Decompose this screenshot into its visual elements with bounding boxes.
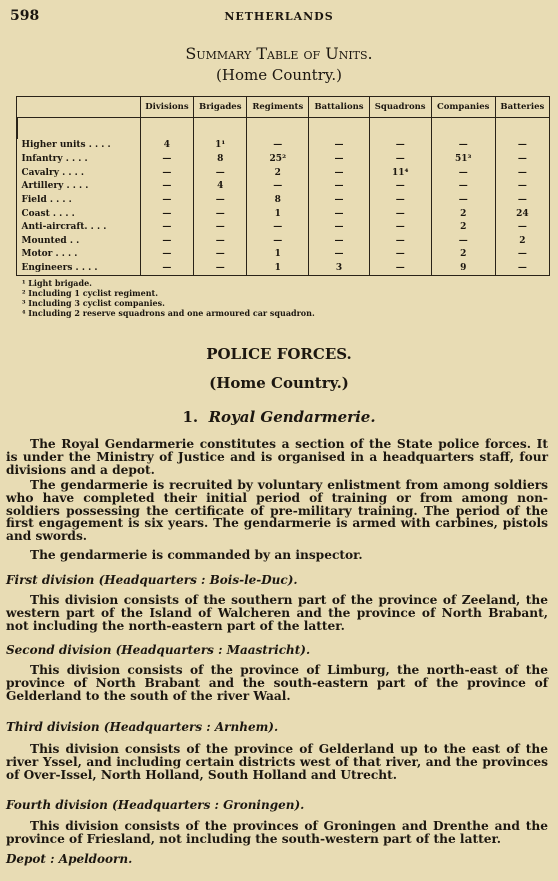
table-cell: —: [369, 152, 431, 166]
table-cell: —: [309, 166, 369, 180]
table-cell: —: [369, 179, 431, 193]
table-cell: —: [194, 261, 247, 275]
division-heading: Fourth division (Headquarters : Groningen).: [6, 798, 305, 812]
table-cell: —: [140, 261, 194, 275]
table-cell: —: [140, 193, 194, 207]
table-cell: 25²: [247, 152, 309, 166]
table-cell: 1: [247, 248, 309, 262]
column-header: Squadrons: [369, 97, 431, 118]
table-cell: 11⁴: [369, 166, 431, 180]
division-heading: First division (Headquarters : Bois-le-Duc).: [6, 573, 298, 587]
table-cell: —: [140, 248, 194, 262]
column-header: Batteries: [495, 97, 549, 118]
subsection-heading: [0, 408, 558, 426]
row-label: Anti-aircraft. . . .: [21, 222, 107, 233]
table-row: [18, 207, 550, 221]
row-label: Higher units . . . .: [21, 140, 111, 151]
table-cell: —: [495, 179, 549, 193]
table-cell: —: [495, 248, 549, 262]
column-header: Battalions: [309, 97, 369, 118]
table-cell: —: [369, 207, 431, 221]
table-cell: 1: [247, 261, 309, 275]
table-cell: —: [194, 234, 247, 248]
column-header: Brigades: [194, 97, 247, 118]
row-label: Infantry . . . .: [21, 153, 88, 164]
table-cell: —: [431, 193, 495, 207]
table-cell: —: [247, 234, 309, 248]
table-cell: 3: [309, 261, 369, 275]
table-cell: —: [309, 248, 369, 262]
table-cell: 2: [431, 220, 495, 234]
footnote: ³ Including 3 cyclist companies.: [22, 298, 165, 308]
table-cell: —: [369, 220, 431, 234]
table-title: Summary Table of Units.: [185, 44, 373, 63]
table-cell: —: [495, 139, 549, 153]
table-cell: —: [247, 139, 309, 153]
row-label: Mounted . .: [21, 235, 80, 246]
table-cell: —: [495, 152, 549, 166]
spacer-cell: [247, 118, 309, 139]
table-cell: —: [194, 193, 247, 207]
table-spacer-row: [18, 118, 550, 139]
division-heading: Third division (Headquarters : Arnhem).: [6, 720, 279, 734]
table-cell: —: [140, 166, 194, 180]
table-cell: —: [495, 220, 549, 234]
table-header-blank: [18, 97, 141, 118]
section-title: POLICE FORCES.: [206, 345, 352, 363]
table-cell: 24: [495, 207, 549, 221]
spacer-cell: [309, 118, 369, 139]
paragraph: This division consists of the province of Limburg, the north-east of the province of North Brabant and the south-eastern part of the province of Gelderland to the south of the river Waal.: [6, 663, 548, 703]
spacer-cell: [495, 118, 549, 139]
table-cell: 2: [495, 234, 549, 248]
table-row: [18, 261, 550, 275]
division-heading: Second division (Headquarters : Maastricht).: [6, 643, 311, 657]
table-cell: —: [309, 234, 369, 248]
row-label: Artillery . . . .: [21, 181, 89, 192]
paragraph: The gendarmerie is commanded by an inspector.: [30, 548, 363, 562]
table-cell: —: [309, 152, 369, 166]
table-cell: —: [194, 248, 247, 262]
column-header: Regiments: [247, 97, 309, 118]
table-cell: —: [140, 152, 194, 166]
table-cell: —: [431, 179, 495, 193]
row-label: Coast . . . .: [21, 208, 75, 219]
footnote: ² Including 1 cyclist regiment.: [22, 288, 158, 298]
table-body: [18, 118, 550, 276]
table-cell: 9: [431, 261, 495, 275]
table-cell: —: [194, 207, 247, 221]
table-cell: 8: [247, 193, 309, 207]
table-cell: —: [140, 234, 194, 248]
row-label: Engineers . . . .: [21, 263, 98, 274]
table-cell: —: [369, 193, 431, 207]
table-cell: —: [495, 193, 549, 207]
table-cell: —: [431, 139, 495, 153]
section-subtitle: (Home Country.): [209, 374, 349, 392]
table-subtitle: (Home Country.): [216, 66, 342, 84]
column-header: Companies: [431, 97, 495, 118]
table-row: [18, 139, 550, 153]
table-header-row: [18, 97, 550, 118]
depot-line: Depot : Apeldoorn.: [6, 852, 133, 866]
table-cell: —: [194, 166, 247, 180]
paragraph: The Royal Gendarmerie constitutes a section of the State police forces. It is under the Ministry of Justice and is organised in a headquarters staff, four divisions and a depot.: [6, 437, 548, 477]
paragraph: This division consists of the province of Gelderland up to the east of the river Yssel, and including certain districts west of that river, and the provinces of Over-Issel, North Holland, South Holland and Utrecht.: [6, 742, 548, 782]
footnote: ¹ Light brigade.: [22, 278, 92, 288]
subsection-number: 1.: [182, 408, 199, 426]
table-cell: —: [140, 220, 194, 234]
table-cell: 8: [194, 152, 247, 166]
table-cell: —: [431, 166, 495, 180]
spacer-cell: [369, 118, 431, 139]
paragraph: This division consists of the southern part of the province of Zeeland, the western part of the Island of Walcheren and the province of North Brabant, not including the north-eastern part of the latter.: [6, 593, 548, 633]
table-row: [18, 166, 550, 180]
table-row: [18, 220, 550, 234]
row-label: Field . . . .: [21, 194, 72, 205]
paragraph: This division consists of the provinces of Groningen and Drenthe and the province of Friesland, not including the south-western part of the latter.: [6, 819, 548, 846]
table-cell: —: [309, 139, 369, 153]
row-label: Cavalry . . . .: [21, 167, 85, 178]
table-cell: —: [194, 220, 247, 234]
table-cell: —: [140, 179, 194, 193]
table-cell: 2: [247, 166, 309, 180]
table-cell: —: [309, 179, 369, 193]
table-cell: —: [247, 179, 309, 193]
table-cell: 4: [140, 139, 194, 153]
spacer-cell: [194, 118, 247, 139]
table-row: [18, 152, 550, 166]
table-cell: —: [309, 220, 369, 234]
spacer-cell: [431, 118, 495, 139]
table-footnotes: [22, 278, 315, 318]
table-cell: 1: [247, 207, 309, 221]
table-cell: 2: [431, 248, 495, 262]
table-cell: —: [369, 139, 431, 153]
subsection-title: Royal Gendarmerie.: [208, 408, 376, 426]
table-cell: —: [495, 166, 549, 180]
table-cell: 4: [194, 179, 247, 193]
column-header: Divisions: [140, 97, 194, 118]
table-cell: —: [431, 234, 495, 248]
paragraph: The gendarmerie is recruited by voluntary enlistment from among soldiers who have completed their initial period of training or from among non-soldiers possessing the certificate of pre-military training. The period of the first engagement is six years. The gendarmerie is armed with carbines, pistols and swords.: [6, 478, 548, 544]
table-cell: 1¹: [194, 139, 247, 153]
table-cell: —: [247, 220, 309, 234]
table-cell: —: [369, 234, 431, 248]
footnote: ⁴ Including 2 reserve squadrons and one armoured car squadron.: [22, 308, 315, 318]
table-cell: —: [369, 248, 431, 262]
table-cell: —: [495, 261, 549, 275]
table-cell: —: [140, 207, 194, 221]
table-cell: —: [369, 261, 431, 275]
table-cell: 51³: [431, 152, 495, 166]
table-row: [18, 248, 550, 262]
spacer-cell: [140, 118, 194, 139]
table-cell: —: [309, 193, 369, 207]
table-cell: —: [309, 207, 369, 221]
page-number: 598: [10, 8, 40, 24]
table-cell: 2: [431, 207, 495, 221]
units-table: [16, 96, 550, 276]
table-row: [18, 179, 550, 193]
running-head: NETHERLANDS: [224, 10, 334, 23]
table-row: [18, 193, 550, 207]
table-row: [18, 234, 550, 248]
spacer-cell: [18, 118, 141, 139]
row-label: Motor . . . .: [21, 249, 78, 260]
